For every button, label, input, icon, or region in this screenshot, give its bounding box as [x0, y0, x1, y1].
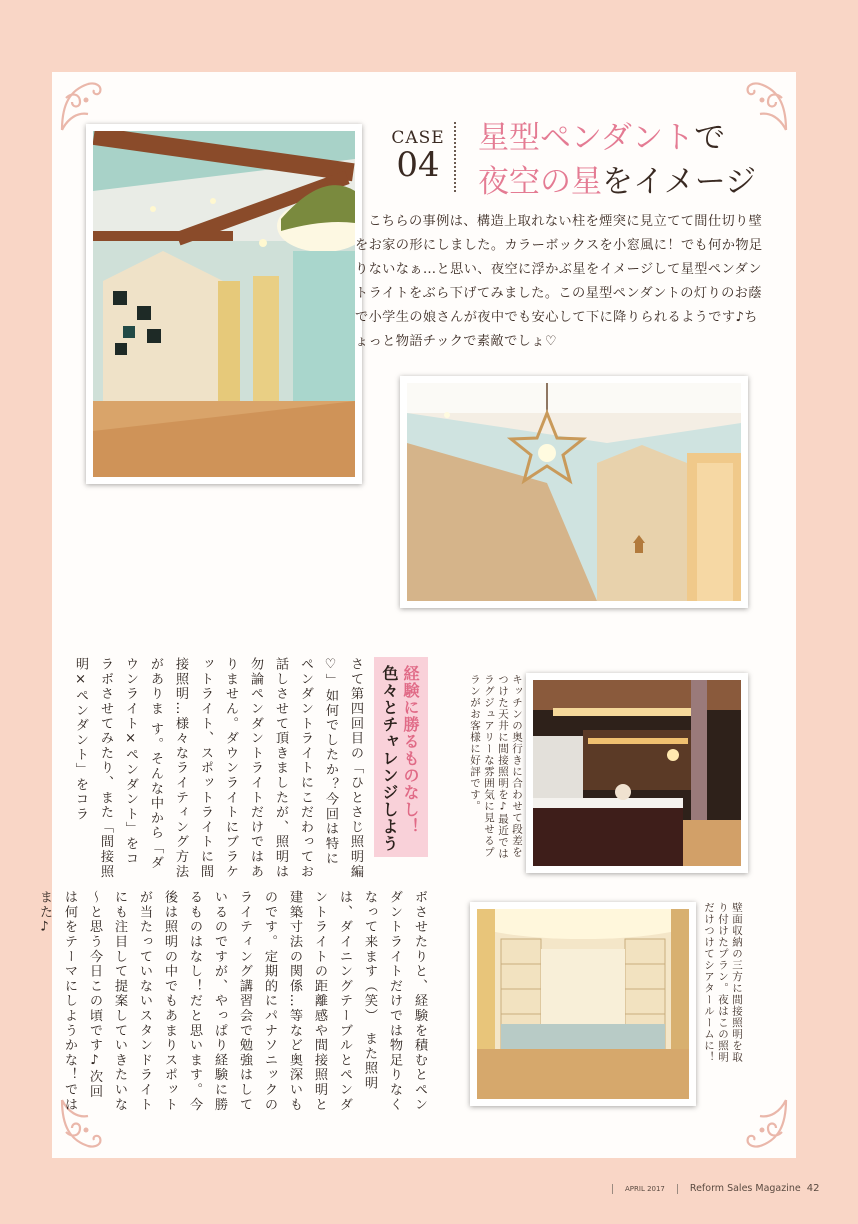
headline-pink-1: 星型ペンダント	[478, 120, 695, 156]
headline	[478, 116, 788, 204]
caption-kitchen: キッチンの奥行きに合わせて段差をつけた天井に間接照明を♪最近ではラグジュアリーな雰囲気に見せるプランがお客様に好評です。	[469, 674, 523, 860]
footer-separator	[612, 1184, 613, 1194]
caption-theater: 壁面収納の三方に間接照明を取り付けたプラン。夜はこの照明だけつけてシアタールームに！	[703, 902, 743, 1063]
headline-rest-2: をイメージ	[602, 164, 757, 200]
magazine-page	[37, 72, 796, 1158]
case-word: CASE	[391, 128, 445, 148]
case-label	[386, 128, 450, 185]
page-number: 42	[806, 1183, 820, 1194]
page-footer	[612, 1183, 819, 1194]
intro-paragraph: こちらの事例は、構造上取れない柱を煙突に見立てて間仕切り壁をお家の形にしました。カラーボックスを小窓風に！でも何か物足りないなぁ…と思い、夜空に浮かぶ星をイメージして星型ペンダントライトをぶら下げてみました。この星型ペンダントの灯りのお蔭で小学生の娘さんが夜中でも安心して下に降りられるようです♪ちょっと物語チックで素敵でしょ♡	[355, 214, 763, 349]
photo-house-partition	[86, 124, 362, 484]
title-divider	[454, 122, 456, 192]
headline-rest-1: で	[694, 120, 726, 156]
photo-star-pendant	[400, 376, 748, 608]
column-heading-box	[374, 657, 428, 857]
corner-ornament-icon	[734, 1096, 790, 1152]
footer-magazine: Reform Sales Magazine	[689, 1183, 801, 1194]
footer-date: APRIL 2017	[625, 1184, 665, 1193]
case-number: 04	[396, 145, 440, 185]
column-text-part2: ボさせたりと、経験を積むとペンダントライトだけでは物足りなくなって来ます（笑） また照明は、ダイニングテーブルとペンダントライトの距離感や間接照明と建築寸法の関係…等など奥深いものです。定期的にパナソニックのライティング講習会で勉強はしているのですが、やっぱり経験に勝るものはなし！だと思います。今後は照明の中でもあまりスポットが当たっていないスタンドライトにも注目して提案していきたいな～と思う今日この頃です♪次回は何をテーマにしようかな！では また♪	[37, 890, 427, 1112]
column-heading-dark: 色々とチャレンジしよう	[380, 665, 399, 852]
column-text-part1: さて第四回目の「ひとさじ照明編♡」如何でしたか？今回は特にペンダントライトにこだわってお話しさせて頂きましたが、照明は勿論ペンダントライトだけではありません。ダウンライトにブラケットライト、スポットライトに間接照明…様々なライティング方法がありま す。そんな中から「ダウンライト×ペンダント」をコラボさせてみたり、また「間接照明×ペンダント」をコラ	[73, 657, 363, 879]
column-heading-pink: 経験に勝るものなし！	[401, 665, 420, 835]
photo-kitchen	[526, 673, 748, 873]
photo-theater-storage	[470, 902, 696, 1106]
headline-pink-2: 夜空の星	[478, 164, 602, 200]
footer-separator	[677, 1184, 678, 1194]
